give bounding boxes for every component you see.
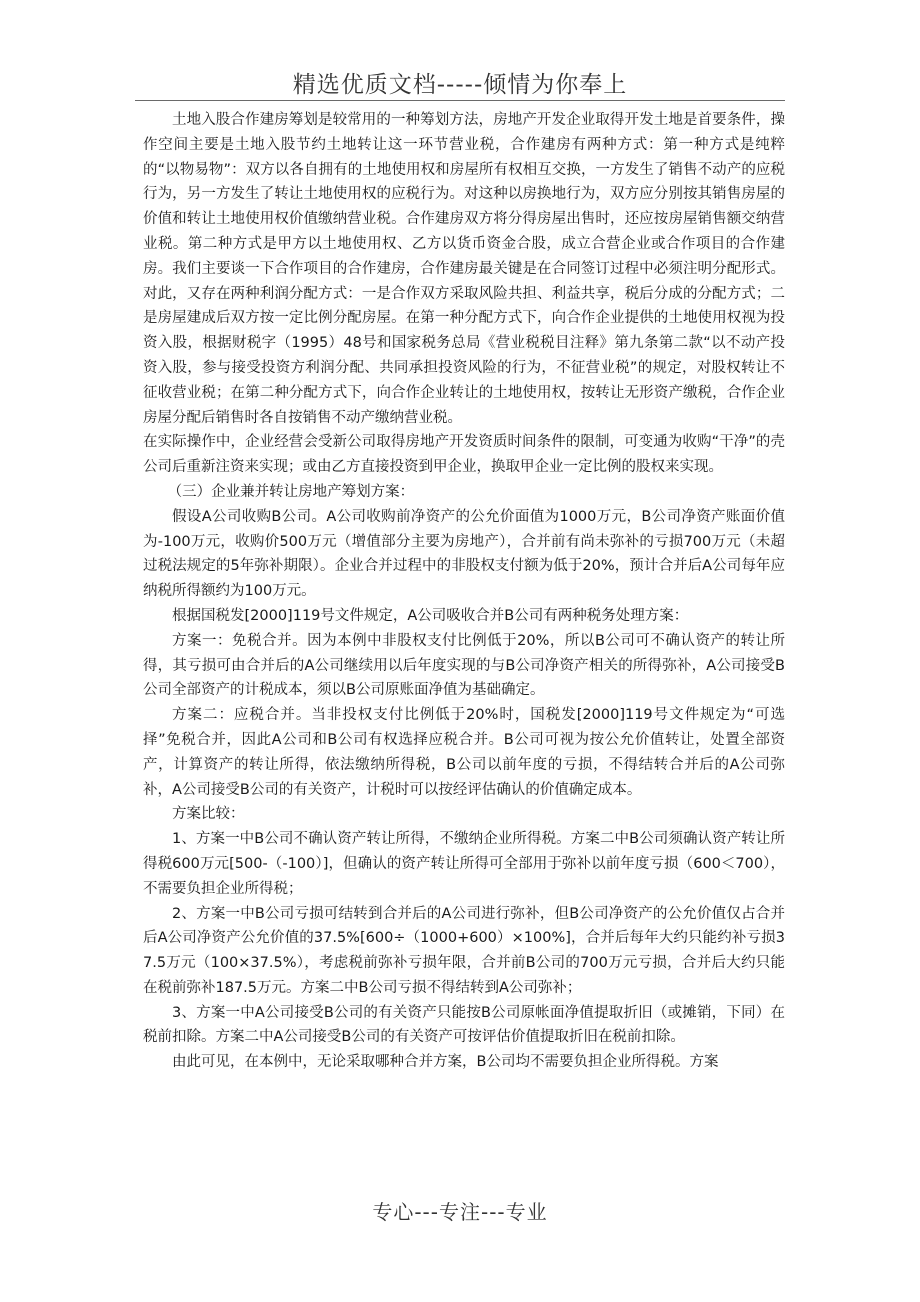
paragraph-plan-one: 方案一：免税合并。因为本例中非股权支付比例低于20%，所以B公司可不确认资产的转让所得，其亏损可由合并后的A公司继续用以后年度实现的与B公司净资产相关的所得弥补，A公司接受B公司全部资产的计税成本，须以B公司原账面净值为基础确定。 <box>143 632 785 699</box>
paragraph-land-investment: 土地入股合作建房筹划是较常用的一种筹划方法，房地产开发企业取得开发土地是首要条件，操作空间主要是土地入股节约土地转让这一环节营业税，合作建房有两种方式：第一种方式是纯粹的“以物易物”：双方以各自拥有的土地使用权和房屋所有权相互交换，一方发生了销售不动产的应税行为，另一方发生了转让土地使用权的应税行为。对这种以房换地行为，双方应分别按其销售房屋的价值和转让土地使用权价值缴纳营业税。合作建房双方将分得房屋出售时，还应按房屋销售额交纳营业税。第二种方式是甲方以土地使用权、乙方以货币资金合股，成立合营企业或合作项目的合作建房。我们主要谈一下合作项目的合作建房，合作建房最关键是在合同签订过程中必须注明分配形式。对此，又存在两种利润分配方式：一是合作双方采取风险共担、利益共享，税后分成的分配方式；二是房屋建成后双方按一定比例分配房屋。在第一种分配方式下，向合作企业提供的土地使用权视为投资入股，根据财税字（1995）48号和国家税务总局《营业税税目注释》第九条第二款“以不动产投资入股，参与接受投资方利润分配、共同承担投资风险的行为，不征营业税”的规定，对股权转让不征收营业税；在第二种分配方式下，向合作企业转让的土地使用权，按转让无形资产缴税，合作企业房屋分配后销售时各自按销售不动产缴纳营业税。 <box>143 112 785 426</box>
document-body <box>143 108 785 1075</box>
paragraph-comparison-heading: 方案比较： <box>172 806 245 823</box>
paragraph-comparison-2: 2、方案一中B公司亏损可结转到合并后的A公司进行弥补，但B公司净资产的公允价值仅占合并后A公司净资产公允价值的37.5%[600÷（1000+600）×100%]，合并后每年大约只能约补亏损37.5万元（100×37.5%），考虑税前弥补亏损年限，合并前B公司的700万元亏损，合并后大约只能在税前弥补187.5万元。方案二中B公司亏损不得结转到A公司弥补； <box>143 905 785 996</box>
paragraph-regulation: 根据国税发[2000]119号文件规定，A公司吸收合并B公司有两种税务处理方案： <box>172 607 689 624</box>
section-heading-merger: （三）企业兼并转让房地产筹划方案： <box>167 483 415 500</box>
paragraph-conclusion: 由此可见，在本例中，无论采取哪种合并方案，B公司均不需要负担企业所得税。方案 <box>172 1054 719 1071</box>
header-divider <box>135 100 785 101</box>
page-footer-title: 专心---专注---专业 <box>372 1200 548 1224</box>
paragraph-practical-operation: 在实际操作中，企业经营会受新公司取得房地产开发资质时间条件的限制，可变通为收购“干净”的壳公司后重新注资来实现；或由乙方直接投资到甲企业，换取甲企业一定比例的股权来实现。 <box>143 434 785 476</box>
paragraph-assumption: 假设A公司收购B公司。A公司收购前净资产的公允价面值为1000万元，B公司净资产账面价值为-100万元，收购价500万元（增值部分主要为房地产），合并前有尚未弥补的亏损700万元（未超过税法规定的5年弥补期限）。企业合并过程中的非股权支付额为低于20%，预计合并后A公司每年应纳税所得额约为100万元。 <box>143 508 785 600</box>
paragraph-plan-two: 方案二：应税合并。当非投权支付比例低于20%时，国税发[2000]119号文件规定为“可选择”免税合并，因此A公司和B公司有权选择应税合并。B公司可视为按公允价值转让，处置全部资产，计算资产的转让所得，依法缴纳所得税，B公司以前年度的亏损，不得结转合并后的A公司弥补，A公司接受B公司的有关资产，计税时可以按经评估确认的价值确定成本。 <box>143 707 785 798</box>
paragraph-comparison-1: 1、方案一中B公司不确认资产转让所得，不缴纳企业所得税。方案二中B公司须确认资产转让所得税600万元[500-（-100）]，但确认的资产转让所得可全部用于弥补以前年度亏损（600＜700），不需要负担企业所得税； <box>143 831 785 897</box>
paragraph-comparison-3: 3、方案一中A公司接受B公司的有关资产只能按B公司原帐面净值提取折旧（或摊销，下同）在税前扣除。方案二中A公司接受B公司的有关资产可按评估价值提取折旧在税前扣除。 <box>143 1004 785 1046</box>
page-header-title: 精选优质文档-----倾情为你奉上 <box>292 72 628 98</box>
